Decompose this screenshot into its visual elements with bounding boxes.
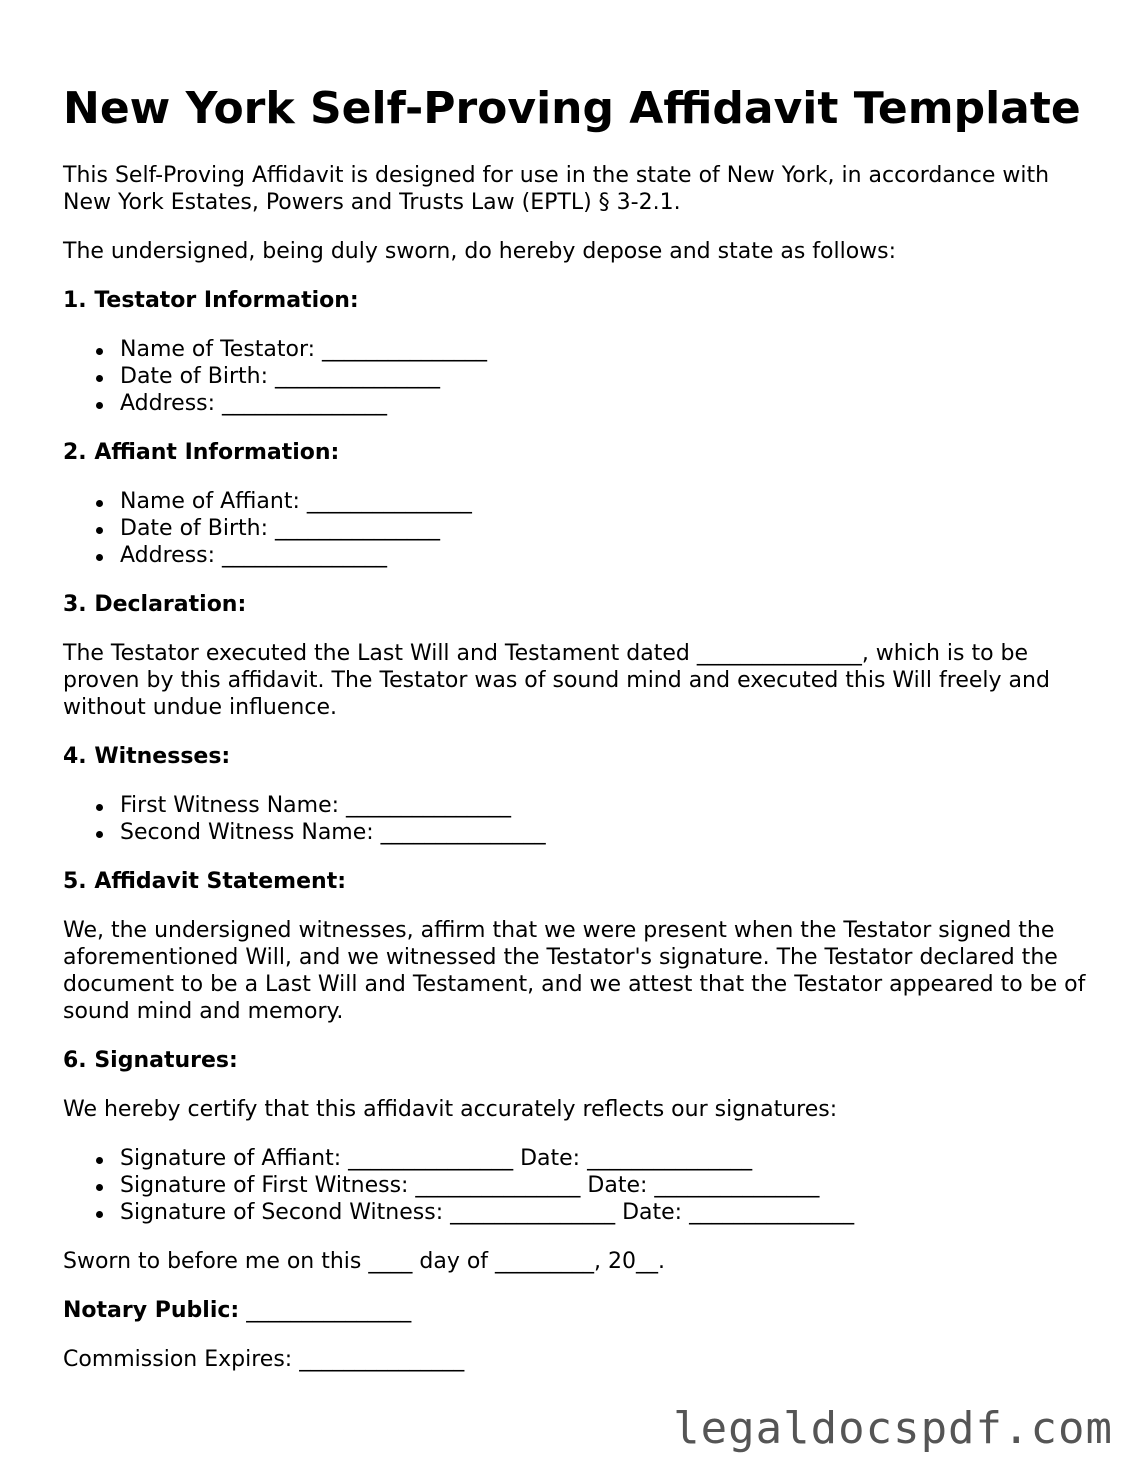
affiant-address-item: Address: _______________ [63,542,1093,569]
testator-address-item: Address: _______________ [63,390,1093,417]
intro-paragraph: This Self-Proving Affidavit is designed for use in the state of New York, in accordance with New York Estates, Powers and Trusts Law (EPTL) § 3-2.1. [63,163,1050,215]
notary-label: Notary Public: [63,1298,240,1323]
affiant-dob-item: Date of Birth: _______________ [63,515,1093,542]
sworn-line: Sworn to before me on this ____ day of _________, 20__. [63,1249,666,1274]
document-title: New York Self-Proving Affidavit Template [63,83,1081,134]
watermark-text: legaldocspdf.com [673,1403,1113,1454]
declaration-paragraph: The Testator executed the Last Will and Testament dated _______________, which is to be proven by this affidavit. The Testator was of sound mind and executed this Will freely and without undue influence. [63,641,1050,720]
signatures-list [63,1145,1093,1226]
document-page [63,82,1093,1395]
commission-line: Commission Expires: _______________ [63,1347,465,1372]
first-witness-signature-item: Signature of First Witness: _______________ Date: _______________ [63,1172,1093,1199]
notary-line [63,1297,1093,1324]
testator-dob-item: Date of Birth: _______________ [63,363,1093,390]
statement-paragraph: We, the undersigned witnesses, affirm that we were present when the Testator signed the aforementioned Will, and we witnessed the Testator's signature. The Testator declared the document to be a Last Will and Testament, and we attest that the Testator appeared to be of sound mind and memory. [63,918,1086,1024]
testator-list [63,336,1093,417]
section-heading-declaration: 3. Declaration: [63,592,247,617]
affiant-signature-item: Signature of Affiant: _______________ Date: _______________ [63,1145,1093,1172]
preamble-paragraph: The undersigned, being duly sworn, do hereby depose and state as follows: [63,239,897,264]
affiant-name-item: Name of Affiant: _______________ [63,488,1093,515]
section-heading-statement: 5. Affidavit Statement: [63,869,347,894]
section-heading-testator: 1. Testator Information: [63,288,359,313]
signatures-paragraph: We hereby certify that this affidavit accurately reflects our signatures: [63,1097,838,1122]
testator-name-item: Name of Testator: _______________ [63,336,1093,363]
first-witness-item: First Witness Name: _______________ [63,792,1093,819]
affiant-list [63,488,1093,569]
section-heading-affiant: 2. Affiant Information: [63,440,340,465]
section-heading-witnesses: 4. Witnesses: [63,744,231,769]
second-witness-signature-item: Signature of Second Witness: _______________ Date: _______________ [63,1199,1093,1226]
witnesses-list [63,792,1093,846]
second-witness-item: Second Witness Name: _______________ [63,819,1093,846]
notary-blank: _______________ [239,1298,412,1323]
section-heading-signatures: 6. Signatures: [63,1048,238,1073]
